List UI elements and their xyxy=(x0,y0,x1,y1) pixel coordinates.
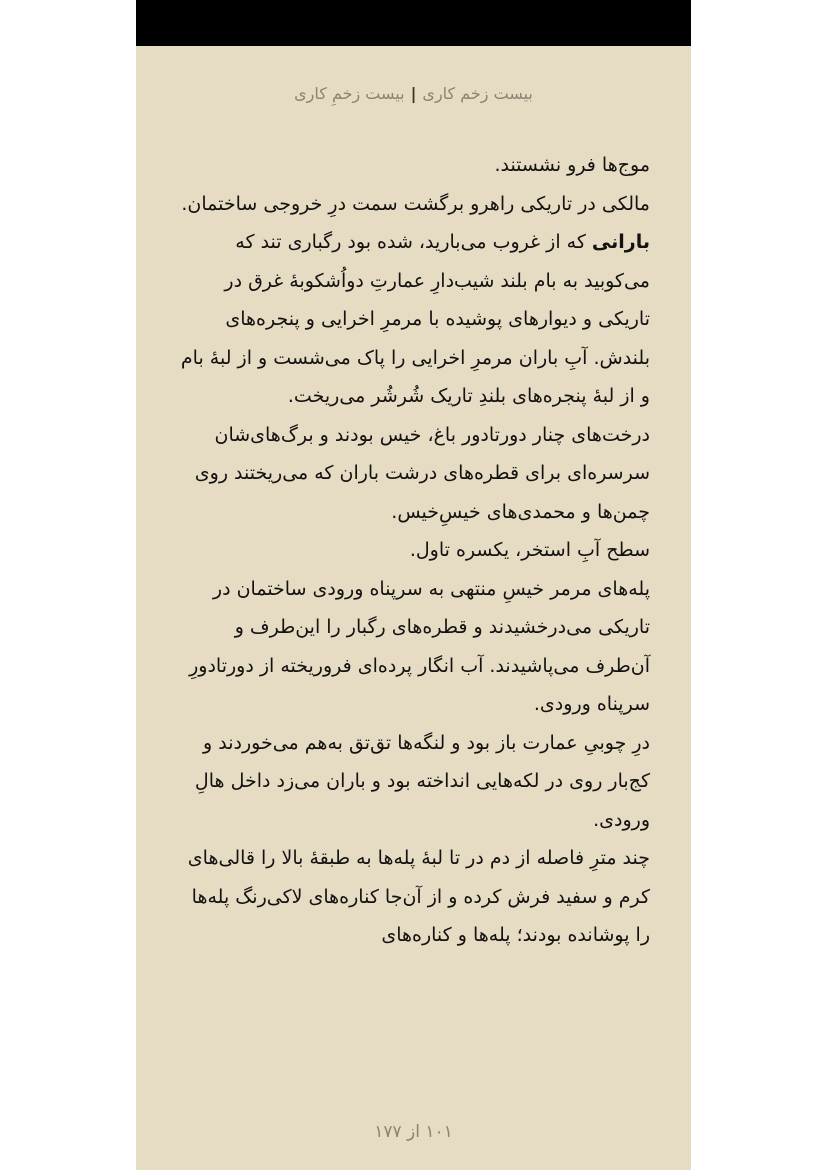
paragraph: درِ چوبیِ عمارت باز بود و لنگه‌ها تق‌تق به‌هم می‌خوردند و کج‌بار روی در لکه‌هایی انداخته بود و باران می‌زد داخل هالِ ورودی. xyxy=(194,731,650,831)
reader-screen xyxy=(136,0,691,1170)
paragraph: سطح آبِ استخر، یکسره تاول. xyxy=(409,539,650,561)
bold-lead-word: بارانی xyxy=(591,231,650,253)
page-indicator: ۱۰۱ از ۱۷۷ xyxy=(374,1122,453,1142)
paragraph: چند مترِ فاصله از دم در تا لبهٔ پله‌ها به طبقهٔ بالا را قالی‌های کرم و سفید فرش کرده و از آن‌جا کناره‌های لاکی‌رنگ پله‌ها را پوشانده بودند؛ پله‌ها و کناره‌های xyxy=(187,847,650,946)
header-separator: | xyxy=(410,84,417,103)
chapter-title: بیست زخمِ کاری xyxy=(294,84,405,103)
book-title: بیست زخم کاری xyxy=(422,84,533,103)
page-body-text[interactable] xyxy=(180,146,650,955)
paragraph: بارانی که از غروب می‌بارید، شده بود رگباری تند که می‌کوبید به بام بلند شیب‌دارِ عمارتِ دواُشکوبهٔ غرق در تاریکی و دیوارهای پوشیده با مرمرِ اخرایی و پنجره‌های بلندش. آبِ باران مرمرِ اخرایی را پاک می‌شست و از لبهٔ بام و از لبهٔ پنجره‌های بلندِ تاریک شُرشُر می‌ریخت. xyxy=(180,231,650,407)
paragraph: موج‌ها فرو نشستند. xyxy=(494,154,650,176)
status-bar xyxy=(136,0,691,46)
paragraph: پله‌های مرمر خیسِ منتهی به سرپناه ورودی ساختمان در تاریکی می‌درخشیدند و قطره‌های رگبار را این‌طرف و آن‌طرف می‌پاشیدند. آب انگار پرده‌ای فروریخته از دورتادورِ سرپناه ورودی. xyxy=(189,577,650,715)
paragraph: درخت‌های چنار دورتادور باغ، خیس بودند و برگ‌های‌شان سرسره‌ای برای قطره‌های درشت باران که می‌ریختند روی چمن‌ها و محمدی‌های خیسِ‌خیس. xyxy=(194,423,650,523)
paragraph: مالکی در تاریکی راهرو برگشت سمت درِ خروجی ساختمان. xyxy=(181,192,650,215)
running-header xyxy=(136,84,691,103)
